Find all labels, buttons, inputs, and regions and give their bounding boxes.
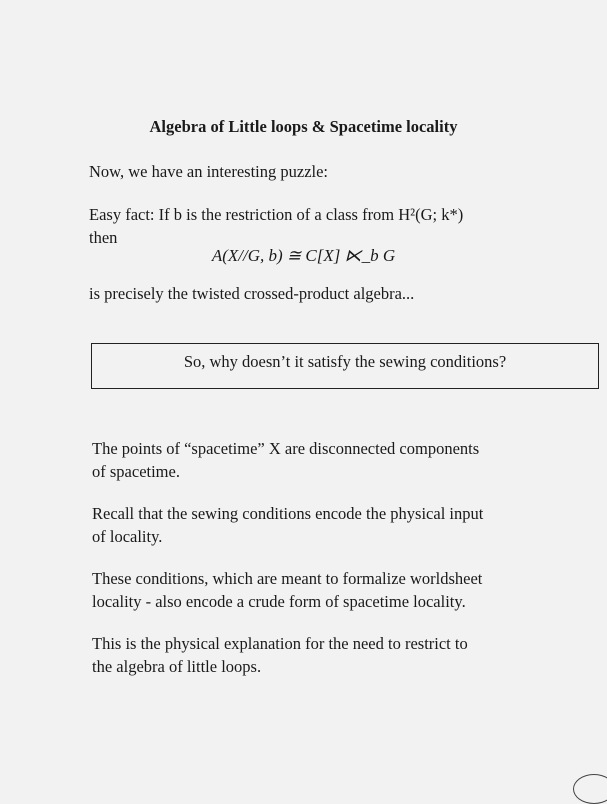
recall-line2: of locality. (92, 527, 163, 546)
question-box (91, 343, 599, 389)
conditions-line2: locality - also encode a crude form of spacetime locality. (92, 592, 466, 611)
explanation-line2: the algebra of little loops. (92, 657, 262, 676)
points-line2: of spacetime. (92, 462, 180, 481)
boxed-question: So, why doesn’t it satisfy the sewing conditions? (183, 352, 507, 371)
crossed-product-text: is precisely the twisted crossed-product algebra... (89, 284, 415, 303)
easy-fact-line2: then (89, 228, 118, 247)
formula: A(X//G, b) ≅ C[X] ⋉_b G (211, 246, 396, 265)
points-line1: The points of “spacetime” X are disconnected components (92, 439, 480, 458)
easy-fact-line1: Easy fact: If b is the restriction of a class from H²(G; k*) (89, 205, 464, 224)
intro-text: Now, we have an interesting puzzle: (89, 162, 329, 181)
page-title: Algebra of Little loops & Spacetime locality (149, 117, 458, 136)
recall-line1: Recall that the sewing conditions encode the physical input (92, 504, 484, 523)
page-number-circle (573, 774, 607, 804)
conditions-line1: These conditions, which are meant to formalize worldsheet (92, 569, 483, 588)
explanation-line1: This is the physical explanation for the need to restrict to (92, 634, 468, 653)
